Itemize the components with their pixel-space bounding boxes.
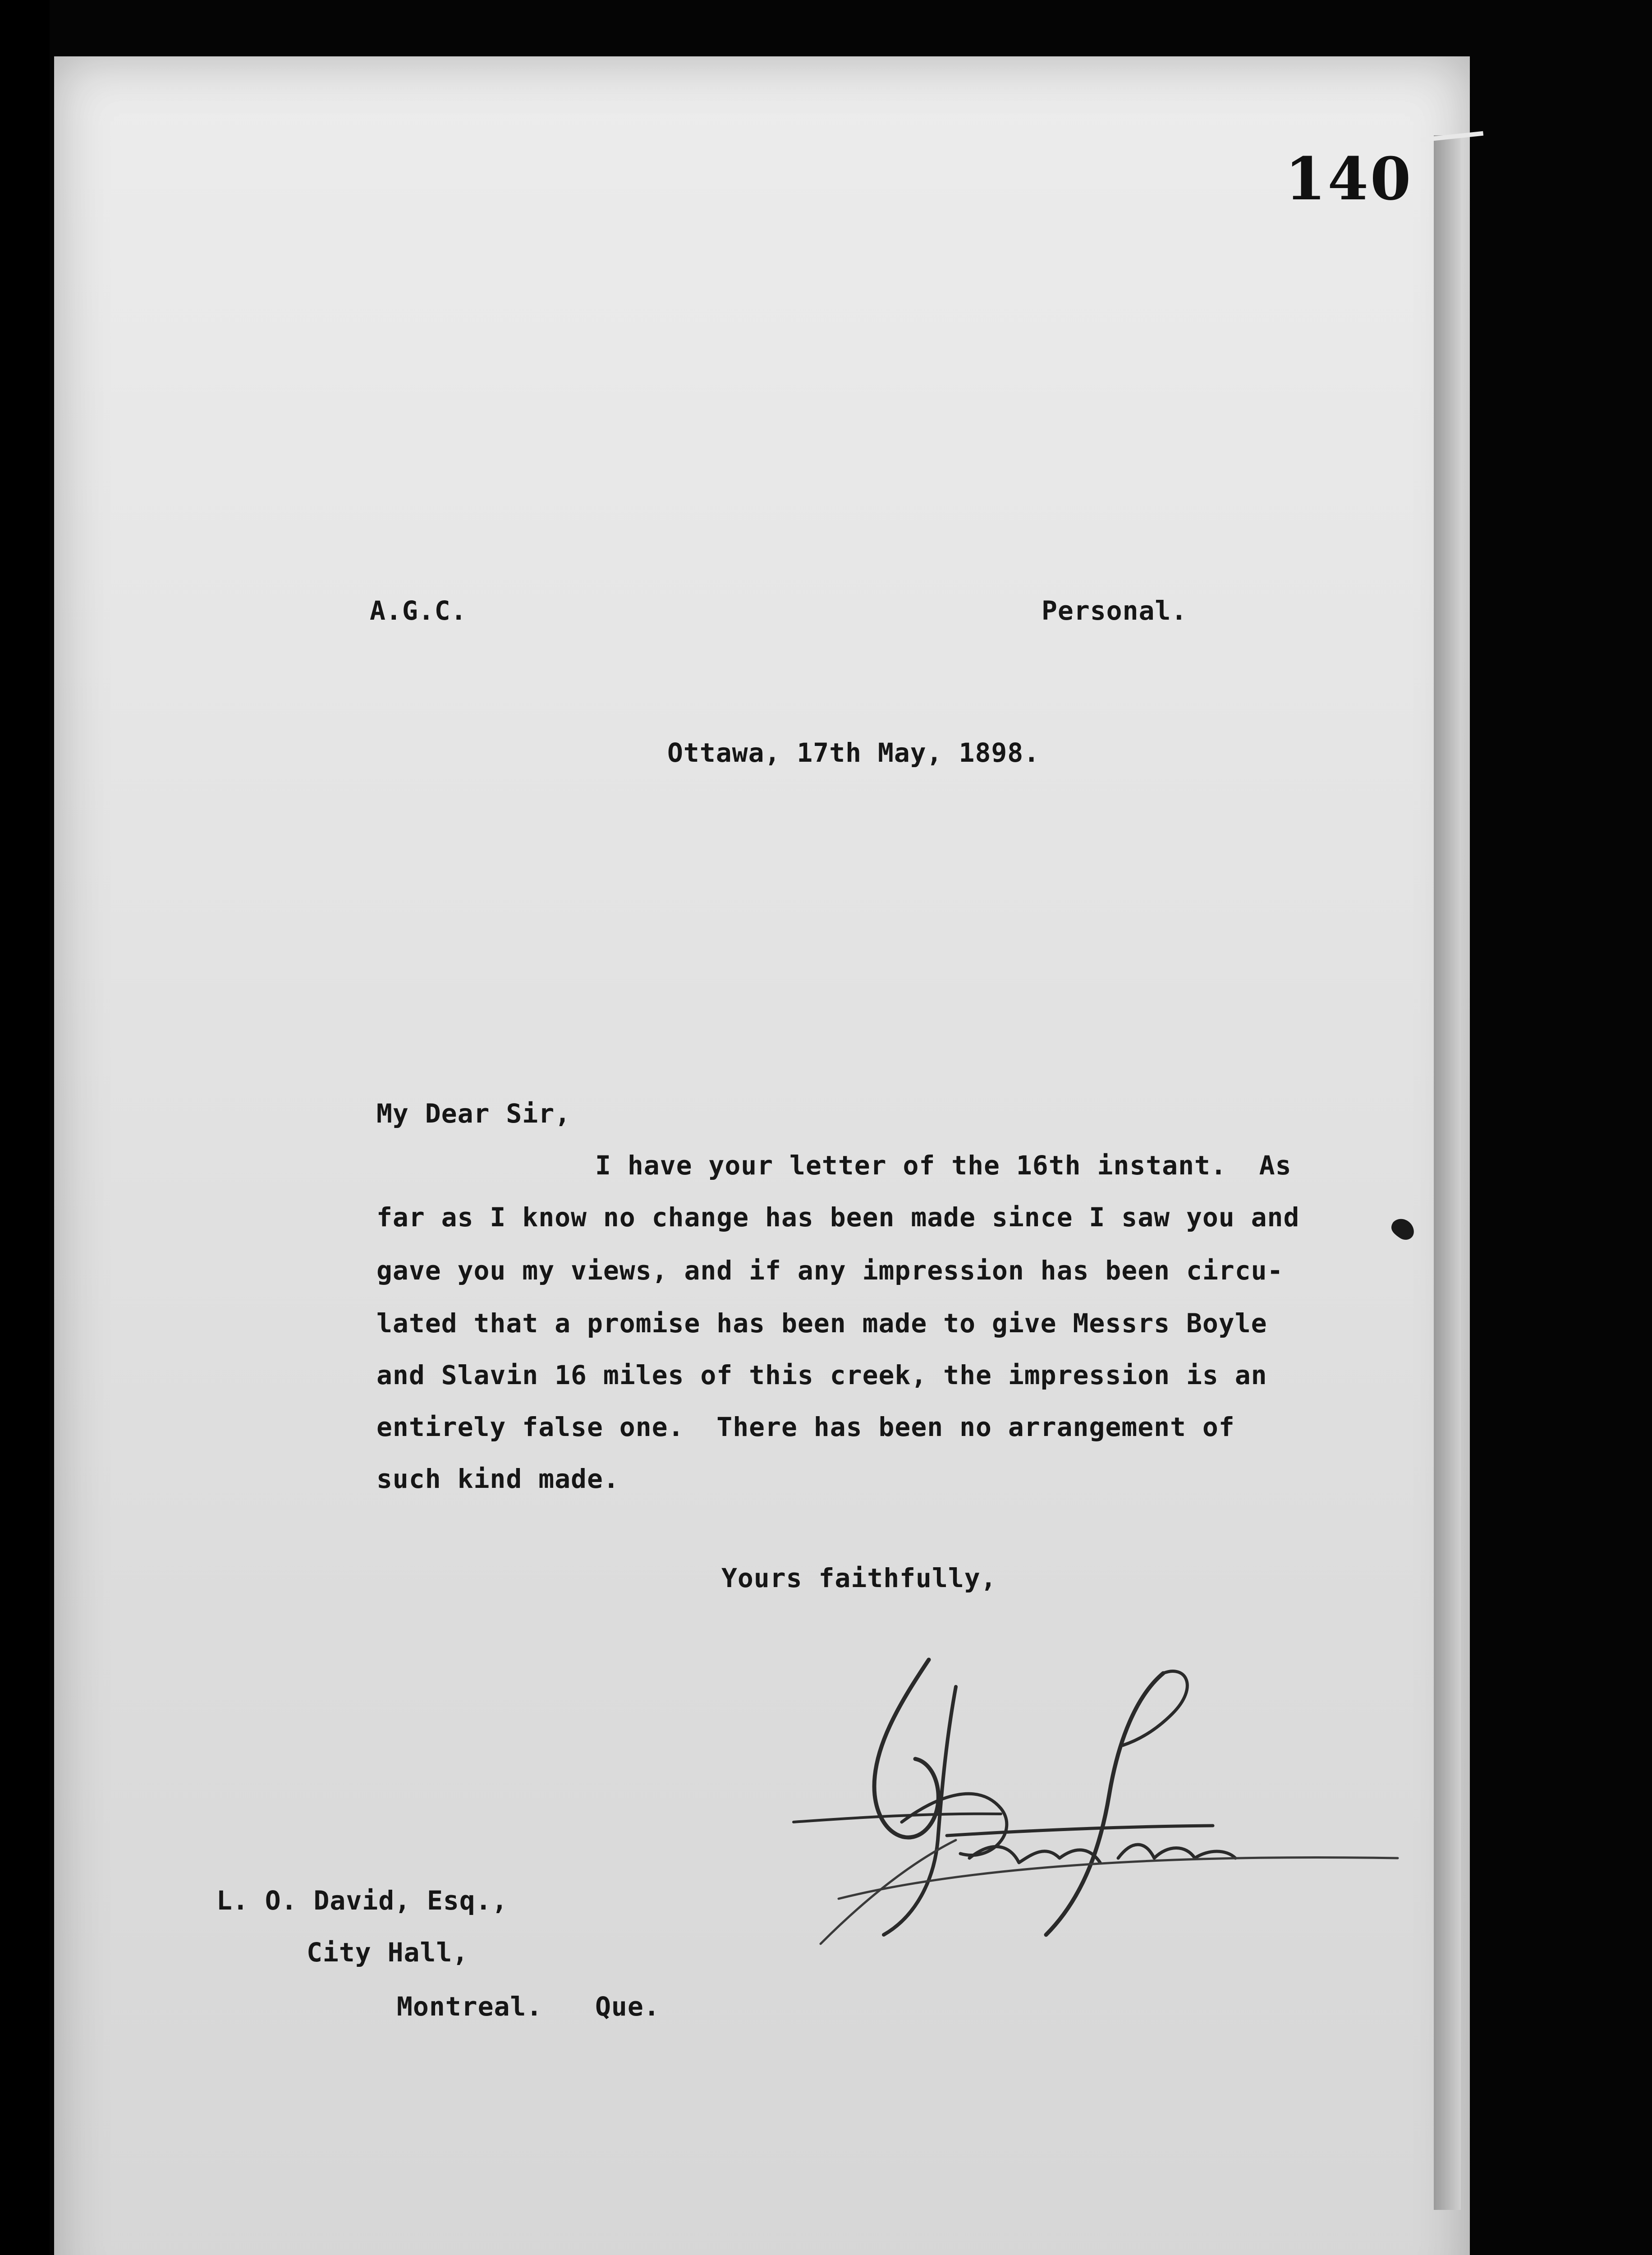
addressee-name: L. O. David, Esq., [216,1885,508,1916]
handwritten-signature [766,1646,1411,1998]
body-line: entirely false one. There has been no arrangement of [376,1412,1235,1442]
addressee-city: Montreal. [397,1991,543,2022]
folio-number: 140 [1285,144,1413,213]
film-border [0,0,50,2255]
body-line: far as I know no change has been made since I saw you and [376,1202,1300,1233]
body-line: and Slavin 16 miles of this creek, the impression is an [376,1360,1267,1390]
page-edge-shadow [1434,135,1461,2210]
body-line: such kind made. [376,1463,620,1494]
closing: Yours faithfully, [721,1563,997,1593]
ink-blot [1389,1213,1420,1245]
addressee-province: Que. [595,1991,660,2022]
salutation: My Dear Sir, [376,1098,571,1129]
addressee-line2: City Hall, [307,1937,469,1968]
body-line: gave you my views, and if any impression has been circu- [376,1255,1284,1286]
dateline: Ottawa, 17th May, 1898. [667,737,1040,768]
classification-label: Personal. [1042,595,1188,626]
reference-initials: A.G.C. [370,595,467,626]
body-line: I have your letter of the 16th instant. As [595,1150,1292,1181]
body-line: lated that a promise has been made to give Messrs Boyle [376,1308,1267,1339]
